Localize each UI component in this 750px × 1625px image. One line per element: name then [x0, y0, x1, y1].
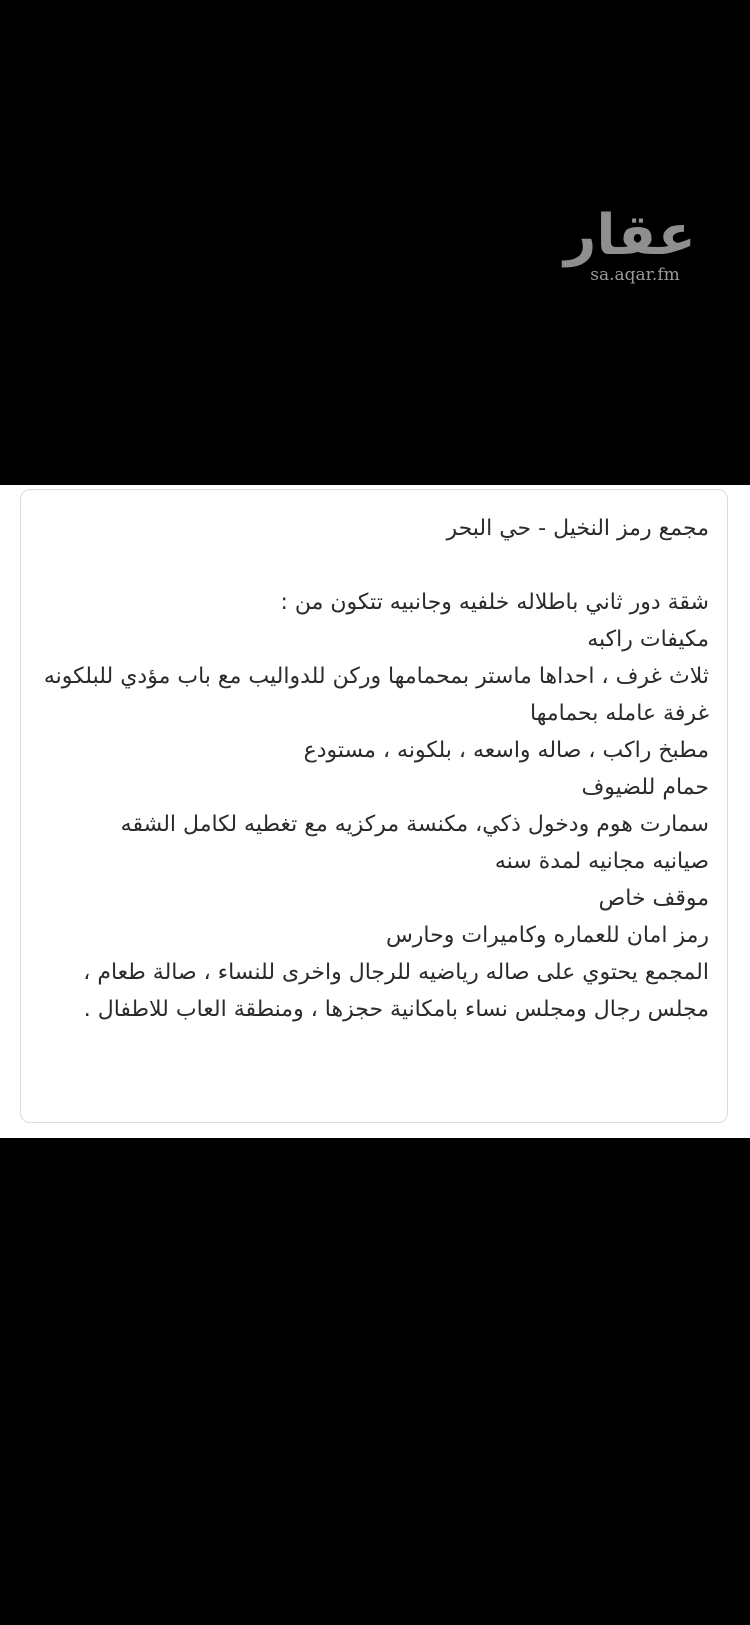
listing-description-card	[20, 489, 728, 1123]
description-line-7: سمارت هوم ودخول ذكي، مكنسة مركزيه مع تغطيه لكامل الشقه	[120, 812, 709, 837]
description-line-3: ثلاث غرف ، احداها ماستر بمحمامها وركن للدواليب مع باب مؤدي للبلكونه	[43, 664, 709, 689]
listing-title: مجمع رمز النخيل - حي البحر	[446, 516, 709, 541]
description-line-9: موقف خاص	[598, 886, 709, 911]
bottom-black-area	[0, 1138, 750, 1625]
description-line-11: المجمع يحتوي على صاله رياضيه للرجال واخرى للنساء ، صالة طعام ، مجلس رجال ومجلس نساء بامكانية حجزها ، ومنطقة العاب للاطفال .	[83, 960, 709, 1022]
aqar-watermark	[550, 205, 710, 285]
description-line-2: مكيفات راكبه	[587, 627, 709, 652]
top-black-area	[0, 0, 750, 485]
listing-description-text	[41, 510, 709, 1028]
aqar-logo: عقار	[564, 203, 696, 268]
description-line-4: غرفة عامله بحمامها	[529, 701, 709, 726]
description-line-1: شقة دور ثاني باطلاله خلفيه وجانبيه تتكون من :	[280, 590, 709, 615]
description-line-10: رمز امان للعماره وكاميرات وحارس	[385, 923, 709, 948]
description-line-6: حمام للضيوف	[581, 775, 709, 800]
description-line-5: مطبخ راكب ، صاله واسعه ، بلكونه ، مستودع	[303, 738, 709, 763]
content-band	[0, 485, 750, 1138]
blank-line	[41, 547, 709, 584]
aqar-url: sa.aqar.fm	[590, 265, 680, 285]
description-line-8: صيانيه مجانيه لمدة سنه	[494, 849, 709, 874]
